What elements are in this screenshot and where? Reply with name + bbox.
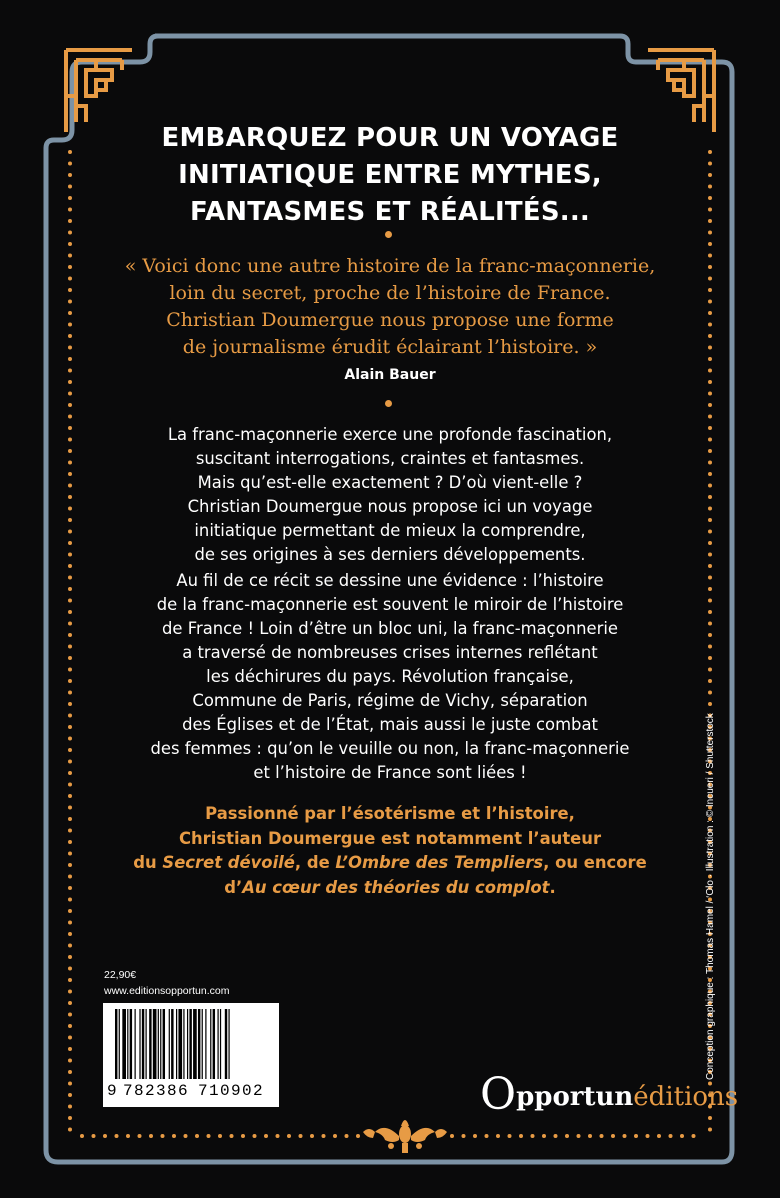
isbn-barcode: [103, 1003, 279, 1107]
quote-line: « Voici donc une autre histoire de la franc-maçonnerie,: [124, 255, 656, 277]
bio-line: Passionné par l’ésotérisme et l’histoire,: [205, 804, 575, 823]
price: 22,90€: [104, 969, 137, 981]
paragraph-line: et l’histoire de France sont liées !: [253, 763, 527, 782]
design-credit: Conception graphique : Thomas Hamel / ‘Olo · Illustration : © Incueri / Shutterstock: [705, 713, 716, 1080]
barcode-digit-first: 9: [107, 1082, 117, 1100]
publisher-name: pportun: [516, 1082, 634, 1112]
paragraph-line: des Églises et de l’État, mais aussi le juste combat: [182, 715, 598, 734]
publisher-logo-o: O: [480, 1069, 517, 1120]
barcode-bars: [115, 1009, 269, 1079]
paragraph-line: de France ! Loin d’être un bloc uni, la franc-maçonnerie: [162, 619, 618, 638]
paragraph-line: des femmes : qu’on le veuille ou non, la franc-maçonnerie: [150, 739, 630, 758]
bottom-ornament: [363, 1120, 447, 1153]
barcode-digits-right: 710902: [198, 1082, 265, 1100]
blurb-quote: [80, 253, 700, 361]
bio-text: .: [549, 877, 556, 897]
publisher-website: www.editionsopportun.com: [104, 985, 230, 997]
description-paragraph-1: [80, 423, 700, 567]
bio-text: , de: [294, 853, 336, 872]
paragraph-line: La franc-maçonnerie exerce une profonde fascination,: [167, 425, 613, 444]
bio-text: du: [133, 853, 163, 872]
bio-line: [80, 851, 700, 876]
bio-text: , ou encore: [543, 853, 647, 872]
quote-line: de journalisme érudit éclairant l’histoire. »: [182, 336, 598, 358]
paragraph-line: les déchirures du pays. Révolution française,: [206, 667, 574, 686]
headline-line: EMBARQUEZ POUR UN VOYAGE: [161, 123, 619, 153]
headline: [80, 120, 700, 231]
headline-line: FANTASMES ET RÉALITÉS...: [190, 197, 590, 227]
paragraph-line: Commune de Paris, régime de Vichy, séparation: [192, 691, 588, 710]
separator-dot: [385, 400, 392, 407]
paragraph-line: initiatique permettant de mieux la comprendre,: [194, 521, 586, 540]
quote-line: loin du secret, proche de l’histoire de France.: [169, 282, 611, 304]
paragraph-line: de ses origines à ses derniers développements.: [194, 545, 586, 564]
quote-author: Alain Bauer: [344, 367, 436, 383]
separator-dot: [385, 231, 392, 238]
author-bio: [80, 802, 700, 900]
publisher-suffix: éditions: [633, 1082, 739, 1112]
book-title: Au cœur des théories du complot: [242, 877, 550, 897]
bio-line: Christian Doumergue est notamment l’auteur: [178, 828, 602, 848]
book-title: L’Ombre des Templiers: [335, 853, 544, 872]
barcode-digits-left: 782386: [123, 1082, 190, 1100]
paragraph-line: Au fil de ce récit se dessine une évidence : l’histoire: [176, 571, 604, 590]
headline-line: INITIATIQUE ENTRE MYTHES,: [178, 160, 602, 190]
paragraph-line: Christian Doumergue nous propose ici un voyage: [187, 497, 593, 516]
publisher-logo: [480, 1065, 739, 1120]
paragraph-line: de la franc-maçonnerie est souvent le miroir de l’histoire: [156, 595, 624, 614]
paragraph-line: a traversé de nombreuses crises internes reflétant: [182, 643, 598, 662]
bio-text: d’: [224, 877, 243, 897]
barcode-digits: [103, 1082, 279, 1102]
description-paragraph-2: [80, 569, 700, 785]
quote-line: Christian Doumergue nous propose une forme: [166, 309, 614, 331]
paragraph-line: Mais qu’est-elle exactement ? D’où vient-elle ?: [197, 473, 583, 492]
book-title: Secret dévoilé: [162, 853, 295, 872]
bio-line: [80, 876, 700, 901]
paragraph-line: suscitant interrogations, craintes et fantasmes.: [195, 449, 585, 468]
